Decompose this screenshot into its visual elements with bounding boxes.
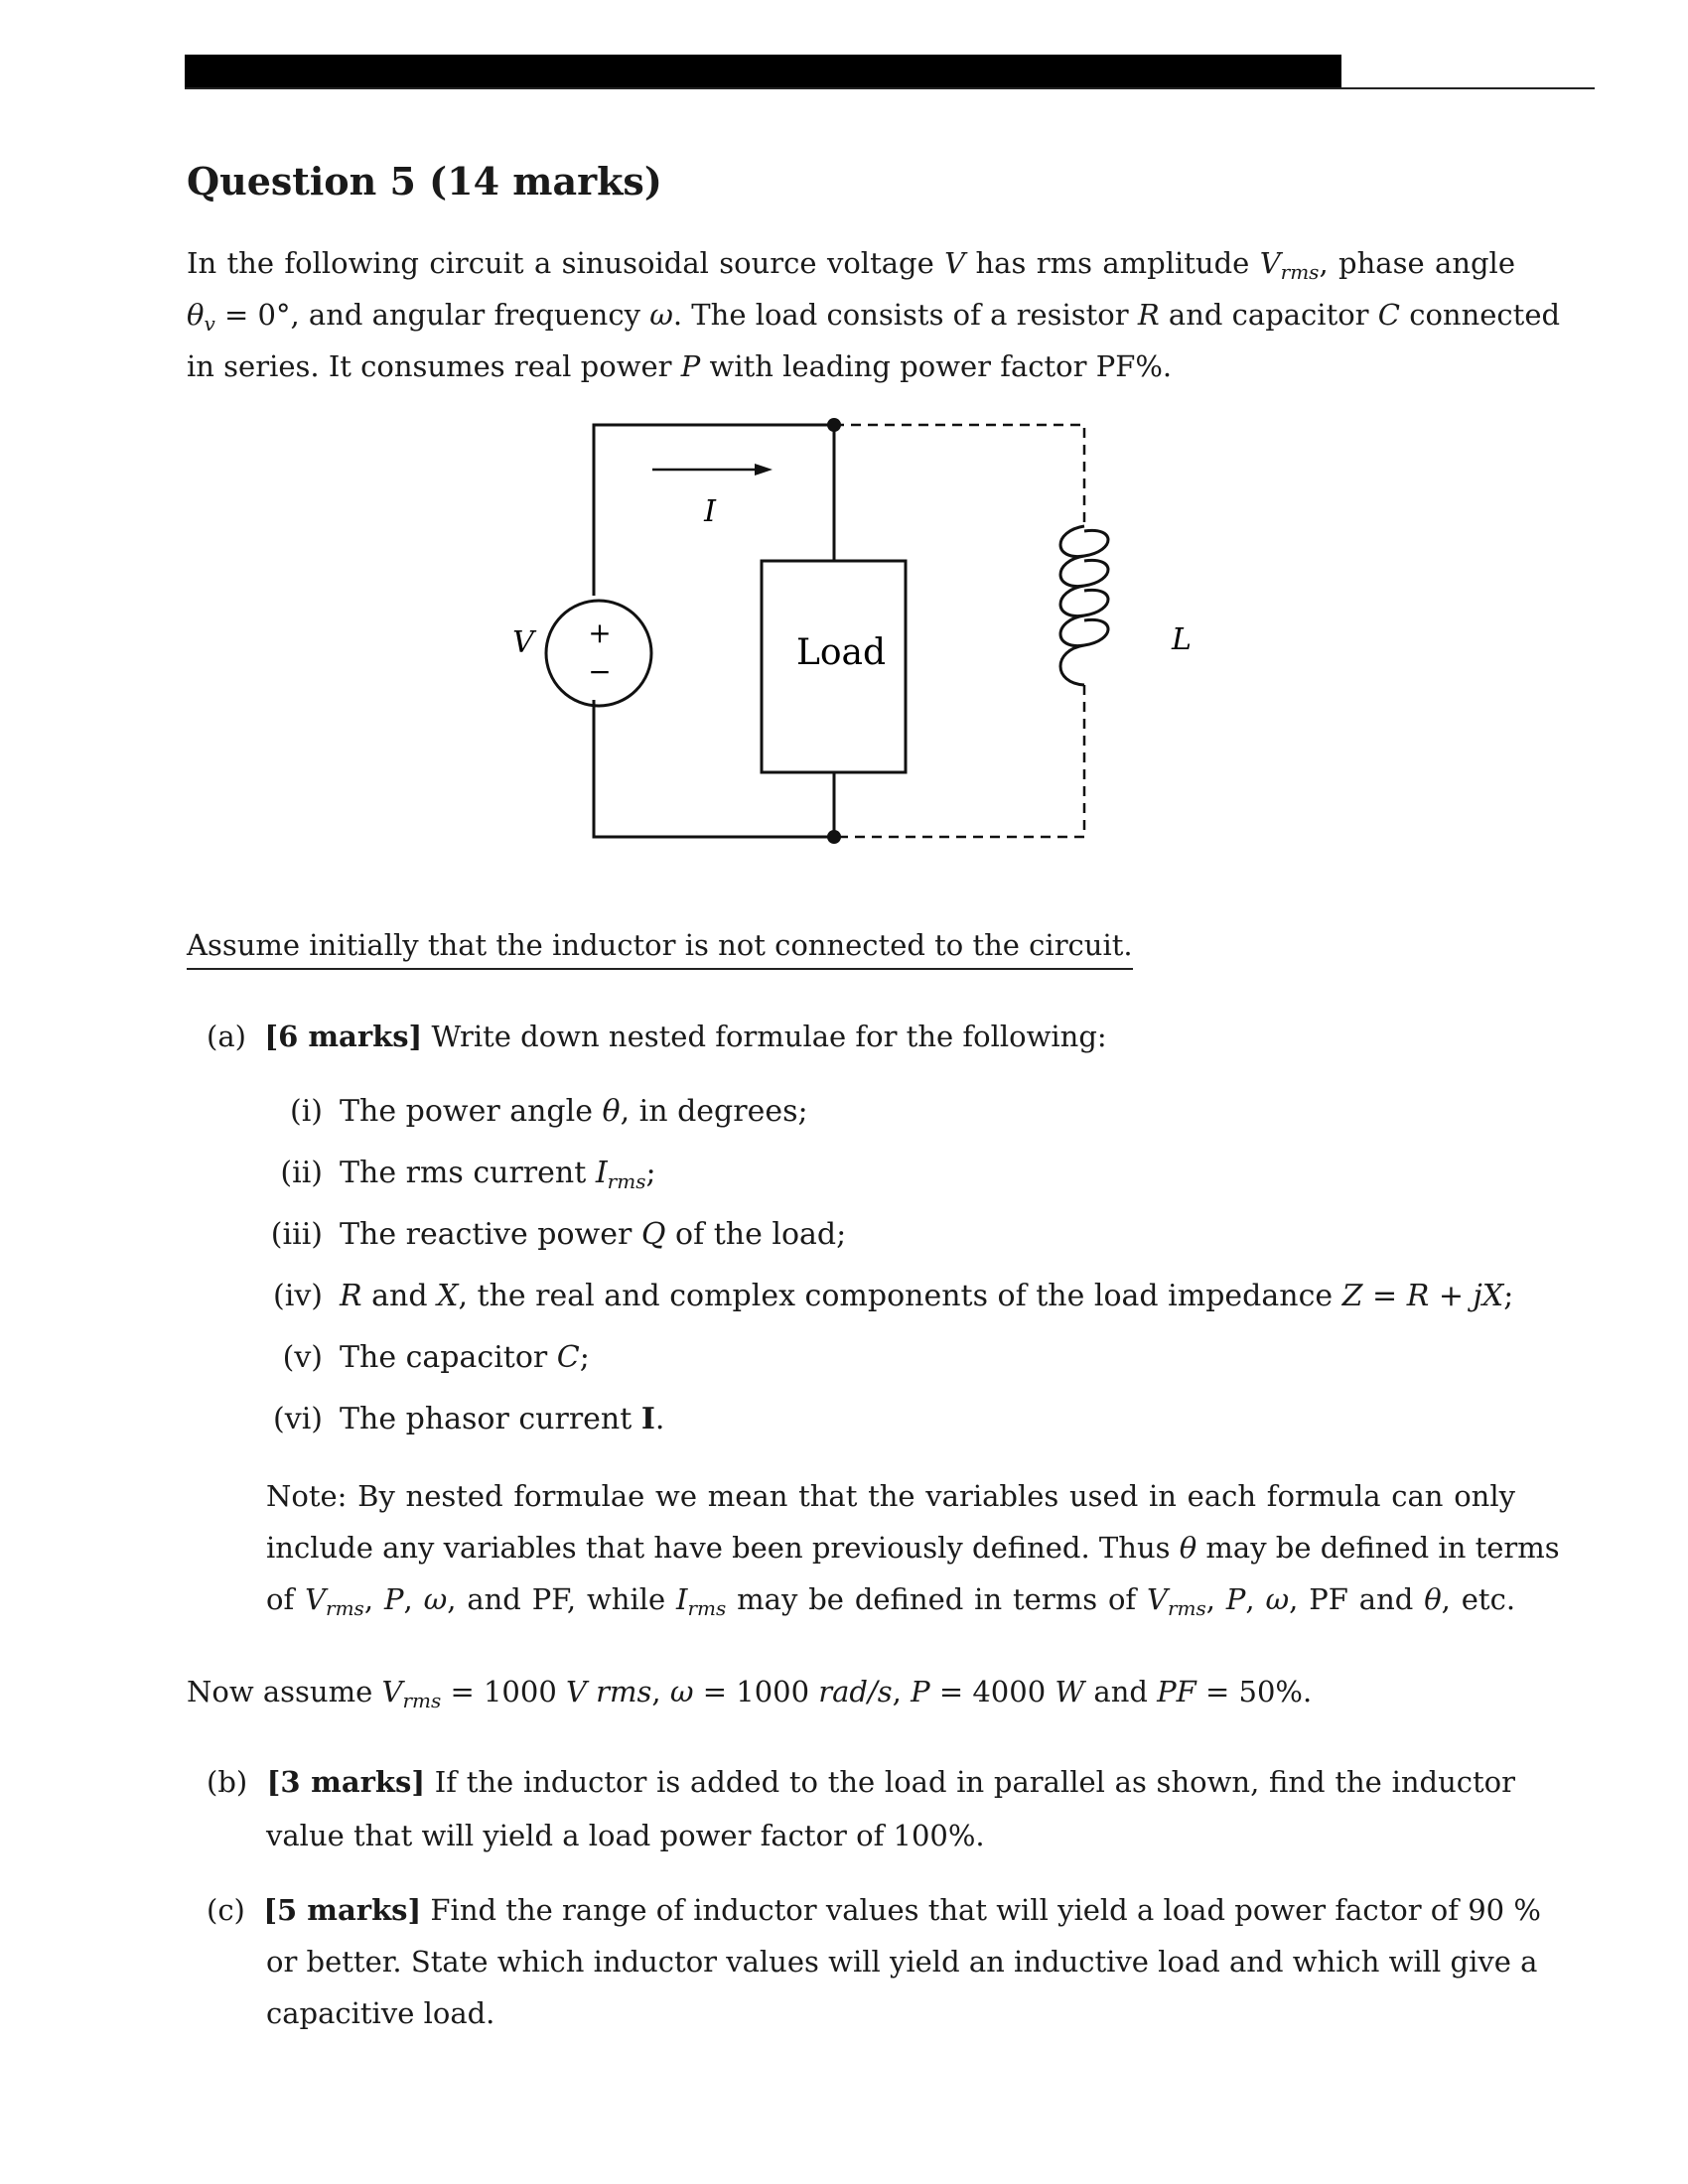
item-vi-text: The phasor current I. xyxy=(340,1402,665,1436)
inductor-coil xyxy=(1060,526,1108,685)
header-rule xyxy=(185,87,1595,89)
junction-top xyxy=(827,418,841,432)
load-label: Load xyxy=(795,632,887,673)
assume-text: Assume initially that the inductor is not connected to the circuit. xyxy=(187,928,1133,962)
source-minus: − xyxy=(588,655,612,688)
item-i-text: The power angle θ, in degrees; xyxy=(340,1094,808,1129)
circuit-diagram xyxy=(496,407,1192,864)
item-vi-label: (vi) xyxy=(273,1402,323,1436)
part-c-line-3: capacitive load. xyxy=(266,1996,495,2030)
intro-line-1: In the following circuit a sinusoidal source voltage V has rms amplitude $V_{rms}$, phase angle xyxy=(187,246,1515,284)
item-iii-label: (iii) xyxy=(270,1217,323,1252)
item-ii-text: The rms current $I_{rms}$; xyxy=(340,1156,656,1193)
wire-bottom xyxy=(594,700,832,837)
source-plus: + xyxy=(588,616,612,649)
part-c-line-1: (c) [5 marks] Find the range of inductor values that will yield a load power factor of 90 % xyxy=(207,1893,1541,1927)
note-line-1: Note: By nested formulae we mean that the variables used in each formula can only xyxy=(266,1479,1515,1513)
item-i-label: (i) xyxy=(289,1094,323,1129)
part-c-line-2: or better. State which inductor values will yield an inductive load and which will give a xyxy=(266,1945,1538,1979)
header-bar xyxy=(185,55,1341,87)
part-a-header: (a) [6 marks] Write down nested formulae for the following: xyxy=(207,1020,1107,1053)
note-line-2: include any variables that have been previously defined. Thus θ may be defined in terms xyxy=(266,1531,1560,1565)
inductor-label: L xyxy=(1172,622,1192,657)
item-iii-text: The reactive power Q of the load; xyxy=(340,1217,847,1252)
now-assume-line: Now assume $V_{rms} = 1000$ V rms, ω = 1000 rad/s, P = 4000 W and PF = 50%. xyxy=(187,1675,1313,1712)
current-label: I xyxy=(704,494,716,529)
item-iv-label: (iv) xyxy=(273,1279,323,1313)
item-v-text: The capacitor C; xyxy=(340,1340,590,1375)
current-arrowhead xyxy=(755,464,773,476)
part-b-line-1: (b) [3 marks] If the inductor is added to the load in parallel as shown, find the inductor xyxy=(207,1765,1515,1799)
intro-line-2: $\theta_v = 0^\circ$, and angular frequency ω. The load consists of a resistor R and capacitor C connected xyxy=(187,298,1561,336)
item-ii-label: (ii) xyxy=(280,1156,323,1190)
item-iv-text: R and X, the real and complex components of the load impedance Z = R + jX; xyxy=(340,1279,1514,1313)
item-v-label: (v) xyxy=(282,1340,323,1375)
source-label: V xyxy=(512,625,534,660)
junction-bottom xyxy=(827,830,841,844)
note-line-3: of $V_{rms}$, P, ω, and PF, while $I_{rms}$ may be defined in terms of $V_{rms}$, P, ω, PF and θ, etc. xyxy=(266,1582,1516,1620)
question-title: Question 5 (14 marks) xyxy=(187,159,662,204)
part-b-line-2: value that will yield a load power factor of 100%. xyxy=(266,1819,985,1852)
intro-line-3: in series. It consumes real power P with leading power factor PF%. xyxy=(187,349,1173,383)
dashed-wire-top xyxy=(834,425,1084,526)
dashed-wire-bottom xyxy=(834,685,1084,837)
